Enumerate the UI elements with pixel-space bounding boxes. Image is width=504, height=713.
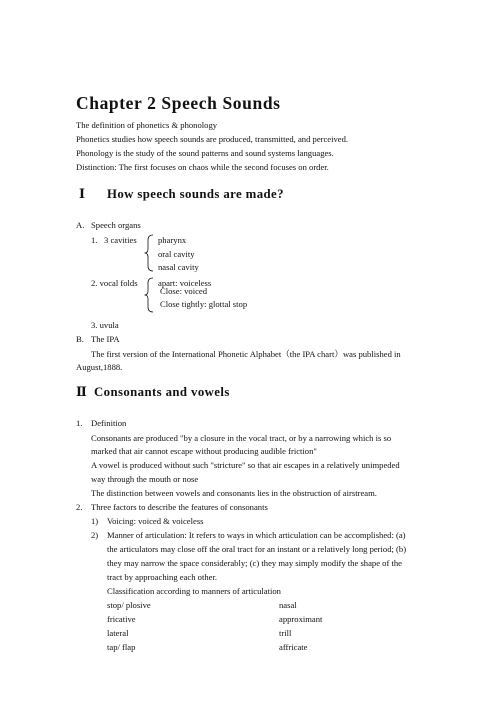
- vocal-folds-item: apart: voiceless: [158, 278, 212, 288]
- list-label: A.: [76, 220, 85, 230]
- section-numeral: Ⅱ: [76, 385, 87, 399]
- manner-item: nasal: [279, 600, 297, 610]
- cavity-item: pharynx: [158, 235, 187, 245]
- list-item: The IPA: [91, 334, 120, 344]
- vocal-folds-item: Close tightly: glottal stop: [160, 299, 248, 309]
- list-item: Speech organs: [91, 220, 141, 230]
- manner-item: tap/ flap: [107, 642, 136, 652]
- manner-item: affricate: [279, 642, 308, 652]
- list-item: 2. vocal folds: [91, 278, 138, 288]
- paragraph-line: way through the mouth or nose: [91, 474, 199, 484]
- paragraph-line: Manner of articulation: It refers to ways in which articulation can be accomplished: (a): [107, 530, 406, 540]
- section-heading: How speech sounds are made?: [107, 187, 284, 201]
- intro-line: Phonetics studies how speech sounds are produced, transmitted, and perceived.: [76, 134, 349, 144]
- paragraph-line: Consonants are produced "by a closure in the vocal tract, or by a narrowing which is so: [91, 433, 392, 443]
- paragraph-line: tract by approaching each other.: [107, 572, 217, 582]
- list-label: 2): [91, 530, 99, 540]
- list-item: 3 cavities: [104, 235, 137, 245]
- manner-item: lateral: [107, 628, 129, 638]
- intro-line: Phonology is the study of the sound patterns and sound systems languages.: [76, 148, 334, 158]
- paragraph-line: The distinction between vowels and consonants lies in the obstruction of airstream.: [91, 488, 377, 498]
- list-item: Voicing: voiced & voiceless: [107, 516, 204, 526]
- list-label: B.: [76, 334, 84, 344]
- list-label: 1.: [91, 235, 98, 245]
- cavities-brace: [144, 234, 154, 272]
- subheading: Classification according to manners of articulation: [107, 586, 281, 596]
- manner-item: trill: [279, 628, 292, 638]
- vocal-folds-item: Close: voiced: [160, 286, 208, 296]
- manner-item: approximant: [279, 614, 323, 624]
- intro-line: The definition of phonetics & phonology: [76, 120, 218, 130]
- intro-line: Distinction: The first focuses on chaos while the second focuses on order.: [76, 162, 329, 172]
- section-heading: Consonants and vowels: [94, 385, 230, 399]
- paragraph-line: marked that air cannot escape without producing audible friction": [91, 446, 317, 456]
- chapter-title: Chapter 2 Speech Sounds: [76, 93, 281, 113]
- list-label: 1.: [76, 418, 83, 428]
- section-numeral: Ⅰ: [79, 187, 85, 201]
- list-item: 3. uvula: [91, 320, 119, 330]
- list-item: Definition: [91, 418, 127, 428]
- cavity-item: oral cavity: [158, 249, 195, 259]
- paragraph-line: August,1888.: [76, 362, 123, 372]
- paragraph-line: A vowel is produced without such "stricture" so that air escapes in a relatively unimpeded: [91, 460, 400, 470]
- cavity-item: nasal cavity: [158, 262, 199, 272]
- paragraph-line: the articulators may close off the oral tract for an instant or a relatively long period; (b): [107, 544, 407, 554]
- paragraph-line: The first version of the International Phonetic Alphabet（the IPA chart）was published in: [91, 349, 401, 359]
- list-label: 2.: [76, 502, 83, 512]
- manner-item: stop/ plosive: [107, 600, 151, 610]
- manner-item: fricative: [107, 614, 136, 624]
- list-item: Three factors to describe the features of consonants: [91, 502, 268, 512]
- vocal-folds-brace: [144, 277, 154, 313]
- paragraph-line: they may narrow the space considerably; (c) they may simply modify the shape of the: [107, 558, 402, 568]
- list-label: 1): [91, 516, 99, 526]
